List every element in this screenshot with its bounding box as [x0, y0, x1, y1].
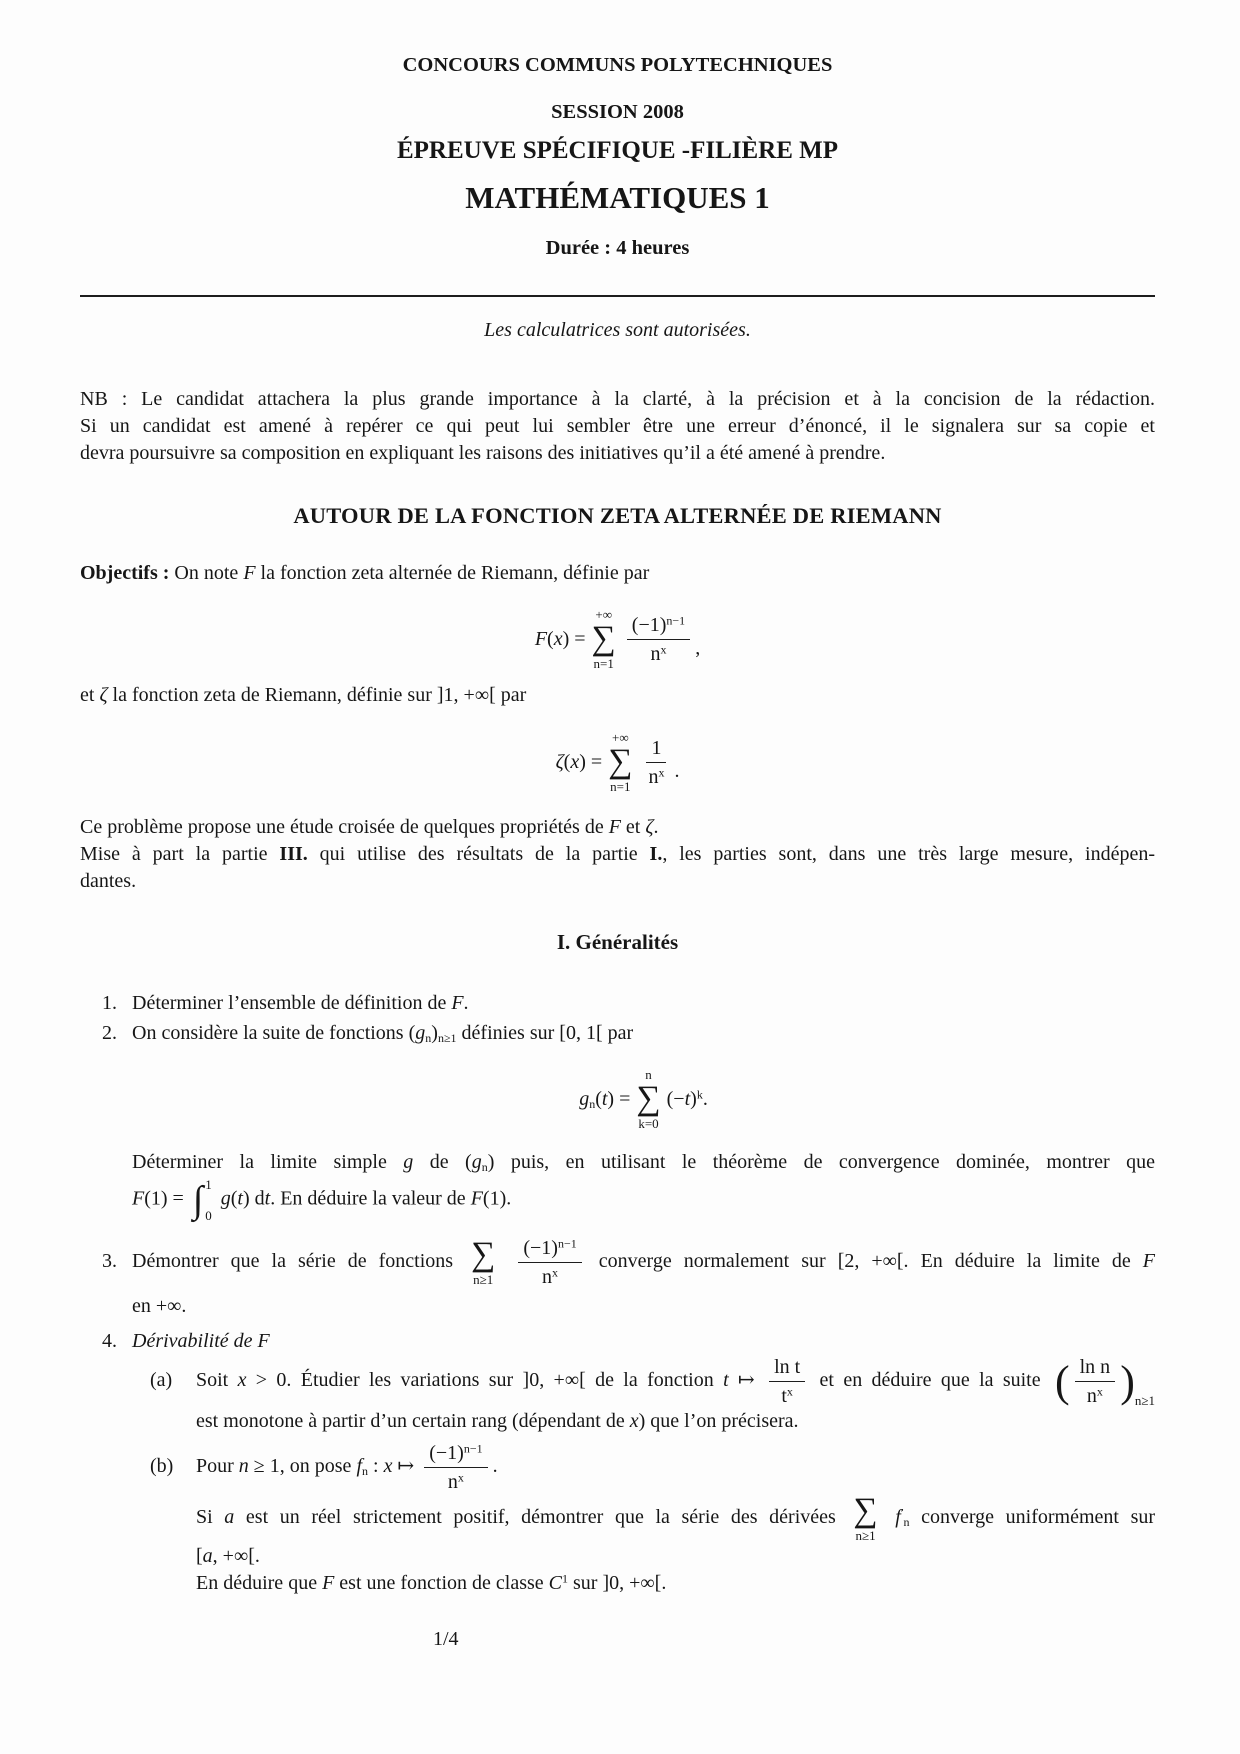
- question-3-marker: 3.: [102, 1250, 117, 1273]
- sum-upper-limit: n: [645, 1067, 652, 1082]
- formula-gn-sum: [636, 1067, 660, 1131]
- question-3-fraction: [518, 1236, 581, 1289]
- formula-F-sum: [592, 607, 616, 671]
- fraction-numerator: $(-1)^{n-1}$: [518, 1236, 581, 1263]
- question-3-sum: [471, 1238, 495, 1287]
- institution-title: CONCOURS COMMUNS POLYTECHNIQUES: [402, 54, 833, 76]
- formula-gn: [132, 1067, 1155, 1131]
- session-title: SESSION 2008: [551, 101, 684, 123]
- objectives-text: On note F la fonction zeta alternée de Riemann, définie par: [169, 562, 650, 584]
- question-4b-frac-tail: .: [492, 1455, 498, 1478]
- fraction-denominator: $n^x$: [648, 764, 665, 788]
- integral-line-lhs: F(1) =: [132, 1187, 184, 1210]
- paper-title: ÉPREUVE SPÉCIFIQUE -FILIÈRE MP: [396, 137, 838, 164]
- page-number: 1/4: [433, 1628, 459, 1650]
- question-4-marker: 4.: [102, 1330, 117, 1352]
- fraction-denominator: $n^x$: [542, 1265, 559, 1288]
- question-3-line-1: [132, 1236, 1155, 1289]
- question-3: [80, 1236, 1155, 1320]
- sum-lower-limit: n≥1: [473, 1272, 494, 1287]
- question-4: [80, 1328, 1155, 1597]
- formula-zeta-punctuation: .: [674, 759, 680, 782]
- objectives-paragraph: [80, 560, 1155, 587]
- fraction-numerator: 1: [646, 736, 666, 763]
- formula-gn-lhs: $g_n(t)$ =: [579, 1087, 631, 1111]
- sum-lower-limit: n=1: [610, 779, 631, 794]
- question-4a-fraction-2: [1075, 1355, 1116, 1408]
- sum-symbol: ∑: [636, 1080, 661, 1117]
- close-paren: ): [1120, 1356, 1135, 1406]
- formula-F-fraction: [627, 613, 690, 666]
- question-4b-line-3: [a, +∞[.: [196, 1545, 260, 1567]
- sum-lower-limit: n=1: [593, 656, 614, 671]
- sum-lower-limit: k=0: [638, 1116, 659, 1131]
- fraction-denominator: $n^x$: [650, 641, 667, 665]
- part-1-title: I. Généralités: [556, 930, 679, 954]
- question-1-text: Déterminer l’ensemble de définition de F.: [132, 992, 469, 1014]
- question-1: [80, 990, 1155, 1017]
- question-4b-marker: (b): [150, 1455, 174, 1478]
- question-4a-fraction-1: [769, 1355, 805, 1408]
- formula-zeta-fraction: [643, 736, 669, 789]
- fraction-numerator: $(-1)^{n-1}$: [627, 613, 690, 640]
- fraction-numerator: ln n: [1075, 1355, 1116, 1382]
- sum-upper-limit: +∞: [612, 730, 629, 745]
- question-4b: [132, 1441, 1155, 1597]
- question-2-para-2: [132, 1178, 1155, 1222]
- nb-line-2: Si un candidat est amené à repérer ce qui peut lui sembler être une erreur d’énoncé, il le signalera sur sa copie et: [80, 415, 1155, 437]
- calculators-notice: Les calculatrices sont autorisées.: [484, 319, 751, 341]
- formula-gn-rhs: $(-t)^k$.: [666, 1086, 708, 1110]
- duration-label: Durée : 4 heures: [545, 237, 690, 259]
- question-4b-sum: [853, 1494, 877, 1543]
- sum-upper-limit: +∞: [595, 607, 612, 622]
- intro-line-1: Ce problème propose une étude croisée de quelques propriétés de F et ζ.: [80, 816, 659, 838]
- integral-limits: [205, 1178, 212, 1222]
- question-2-para-1: Déterminer la limite simple g de $(g_n)$ puis, en utilisant le théorème de convergence dominée, montrer que: [132, 1151, 1155, 1174]
- sum-symbol: ∑: [853, 1492, 878, 1529]
- question-4b-line-4: En déduire que F est une fonction de classe $C^1$ sur ]0, +∞[.: [196, 1571, 667, 1594]
- zeta-intro-line: et ζ la fonction zeta de Riemann, définie sur ]1, +∞[ par: [80, 684, 527, 706]
- objectives-label: Objectifs :: [80, 562, 170, 584]
- integral-sign-group: [193, 1178, 212, 1222]
- open-paren: (: [1054, 1356, 1070, 1406]
- integral-upper-limit: 1: [205, 1177, 212, 1192]
- sum-lower-limit: n≥1: [855, 1528, 876, 1543]
- formula-F: [80, 607, 1155, 671]
- question-1-marker: 1.: [102, 992, 117, 1014]
- question-4a-marker: (a): [150, 1369, 173, 1392]
- sum-symbol: ∑: [608, 743, 633, 780]
- formula-F-lhs: F(x) =: [534, 627, 586, 650]
- question-4a-text-mid: et en déduire que la suite: [819, 1369, 1041, 1392]
- question-4-title: Dérivabilité de F: [132, 1330, 270, 1352]
- paren-subscript: n≥1: [1134, 1393, 1155, 1408]
- question-4a-line-2: est monotone à partir d’un certain rang (dépendant de x) que l’on précisera.: [196, 1410, 799, 1432]
- fraction-numerator: ln t: [769, 1355, 805, 1382]
- intro-line-2: Mise à part la partie III. qui utilise des résultats de la partie I., les parties sont, dans une très large mesure, indépen-: [80, 843, 1155, 865]
- fraction-numerator: $(-1)^{n-1}$: [424, 1441, 487, 1468]
- fraction-denominator: $n^x$: [1086, 1384, 1103, 1407]
- question-4b-text-post2: $f'_n$ converge uniformément sur: [895, 1505, 1156, 1530]
- question-4b-line-1: [196, 1441, 1155, 1494]
- subject-title: MATHÉMATIQUES 1: [465, 180, 770, 215]
- integral-lower-limit: 0: [205, 1208, 212, 1223]
- question-4a-line-1: [196, 1355, 1155, 1408]
- nb-line-1: NB : Le candidat attachera la plus grande importance à la clarté, à la précision et à la concision de la rédaction.: [80, 388, 1155, 410]
- question-4b-text-pre2: Si a est un réel strictement positif, démontrer que la série des dérivées: [196, 1506, 836, 1529]
- header-divider: [80, 295, 1155, 297]
- question-4b-line-2: [196, 1494, 1155, 1543]
- problem-title: AUTOUR DE LA FONCTION ZETA ALTERNÉE DE RIEMANN: [293, 503, 942, 528]
- question-2: [80, 1020, 1155, 1222]
- question-4a-paren-group: [1055, 1355, 1155, 1408]
- question-3-text-post: converge normalement sur [2, +∞[. En déduire la limite de F: [598, 1250, 1156, 1273]
- question-4b-fraction: [424, 1441, 487, 1494]
- question-2-intro: On considère la suite de fonctions $(g_n)_{n\ge 1}$ définies sur [0, 1[ par: [132, 1022, 634, 1045]
- question-2-marker: 2.: [102, 1022, 117, 1044]
- formula-F-punctuation: ,: [695, 636, 701, 659]
- integral-icon: ∫: [192, 1179, 204, 1221]
- question-4a-text-pre: Soit x > 0. Étudier les variations sur ]0, +∞[ de la fonction t ↦: [196, 1369, 755, 1392]
- formula-zeta: [80, 730, 1155, 794]
- question-3-text-pre: Démontrer que la série de fonctions: [132, 1250, 454, 1273]
- sum-symbol: ∑: [591, 620, 616, 657]
- formula-zeta-lhs: ζ(x) =: [555, 750, 603, 773]
- question-4b-text-pre: Pour n ≥ 1, on pose $f_n$ : x ↦: [196, 1455, 415, 1479]
- fraction-denominator: $t^x$: [781, 1384, 793, 1407]
- question-3-line-2: en +∞.: [132, 1295, 187, 1317]
- question-4a: [132, 1355, 1155, 1435]
- fraction-denominator: $n^x$: [447, 1470, 464, 1493]
- intro-line-3: dantes.: [80, 870, 137, 892]
- nb-paragraph: [80, 386, 1155, 467]
- nb-line-3: devra poursuivre sa composition en expliquant les raisons des initiatives qu’il a été amené à prendre.: [80, 442, 886, 464]
- integral-line-rhs: g(t) dt. En déduire la valeur de F(1).: [220, 1187, 512, 1210]
- sum-symbol: ∑: [471, 1236, 496, 1273]
- formula-zeta-sum: [608, 730, 632, 794]
